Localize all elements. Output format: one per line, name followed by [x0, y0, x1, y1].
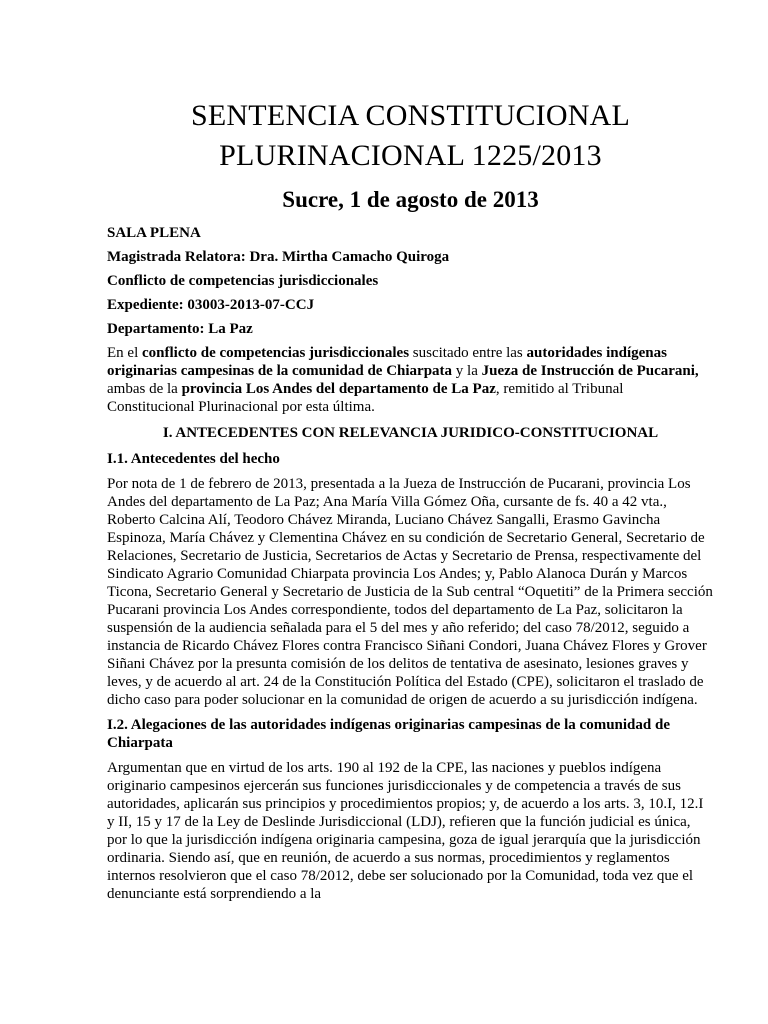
intro-text-1: En el	[107, 345, 142, 361]
section-1-heading: I. ANTECEDENTES CON RELEVANCIA JURIDICO-CONSTITUCIONAL	[162, 425, 659, 441]
intro-text-3: y la	[452, 363, 482, 379]
document-page	[107, 96, 714, 910]
intro-text-2: suscitado entre las	[409, 345, 527, 361]
intro-bold-2: autoridades indígenas originarias campesinas de la comunidad de Chiarpata	[107, 345, 667, 379]
meta-departamento: Departamento: La Paz	[107, 321, 253, 337]
meta-magistrada: Magistrada Relatora: Dra. Mirtha Camacho Quiroga	[107, 249, 450, 265]
intro-paragraph	[107, 344, 714, 416]
meta-conflicto: Conflicto de competencias jurisdiccionales	[107, 273, 379, 289]
meta-sala: SALA PLENA	[107, 225, 201, 241]
title-line-2: PLURINACIONAL 1225/2013	[219, 139, 602, 172]
subsection-1-1-paragraph: Por nota de 1 de febrero de 2013, presentada a la Jueza de Instrucción de Pucarani, provincia Los Andes del departamento de La Paz; Ana María Villa Gómez Oña, cursante de fs. 40 a 42 vta., Roberto Calcina Alí, Teodoro Chávez Miranda, Luciano Chávez Sangalli, Erasmo Gavincha Espinoza, María Chávez y Clementina Chávez en su condición de Secretario General, Secretario de Relaciones, Secretario de Justicia, Secretarios de Actas y Secretario de Prensa, respectivamente del Sindicato Agrario Comunidad Chiarpata provincia Los Andes; y, Pablo Alanoca Durán y Marcos Ticona, Secretario General y Secretario de Justicia de la Sub central “Oquetiti” de la Primera sección Pucarani provincia Los Andes correspondiente, todos del departamento de La Paz, solicitaron la suspensión de la audiencia señalada para el 5 del mes y año referido; del caso 78/2012, seguido a instancia de Ricardo Chávez Flores contra Francisco Siñani Condori, Juana Chávez Flores y Grover Siñani Chávez por la presunta comisión de los delitos de tentativa de asesinato, lesiones graves y leves, y de acuerdo al art. 24 de la Constitución Política del Estado (CPE), solicitaron el traslado de dicho caso para poder solucionar en la comunidad de origen de acuerdo a su jurisdicción indígena.	[107, 476, 713, 708]
subsection-1-1-heading: I.1. Antecedentes del hecho	[107, 451, 280, 467]
subsection-1-2-paragraph: Argumentan que en virtud de los arts. 190 al 192 de la CPE, las naciones y pueblos indígena originario campesinos ejercerán sus funciones jurisdiccionales y de competencia a través de sus autoridades, aplicarán sus principios y procedimientos propios; y, de acuerdo a los arts. 3, 10.I, 12.I y II, 15 y 17 de la Ley de Deslinde Jurisdiccional (LDJ), refieren que la función judicial es única, por lo que la jurisdicción indígena originaria campesina, goza de igual jerarquía que la jurisdicción ordinaria. Siendo así, que en reunión, de acuerdo a sus normas, procedimientos y reglamentos internos resolvieron que el caso 78/2012, debe ser solucionado por la Comunidad, toda vez que el denunciante está sorprendiendo a la	[107, 760, 704, 902]
document-date: Sucre, 1 de agosto de 2013	[282, 187, 539, 212]
intro-bold-3: Jueza de Instrucción de Pucarani,	[481, 363, 699, 379]
intro-bold-4: provincia Los Andes del departamento de La Paz	[181, 381, 496, 397]
meta-expediente: Expediente: 03003-2013-07-CCJ	[107, 297, 315, 313]
subsection-1-2-heading: I.2. Alegaciones de las autoridades indígenas originarias campesinas de la comunidad de Chiarpata	[107, 717, 670, 751]
document-title	[107, 96, 714, 176]
intro-text-5: , remitido al Tribunal Constitucional Plurinacional por esta última.	[107, 381, 624, 415]
intro-bold-1: conflicto de competencias jurisdiccionales	[142, 345, 410, 361]
title-line-1: SENTENCIA CONSTITUCIONAL	[191, 99, 630, 132]
intro-text-4: ambas de la	[107, 381, 182, 397]
